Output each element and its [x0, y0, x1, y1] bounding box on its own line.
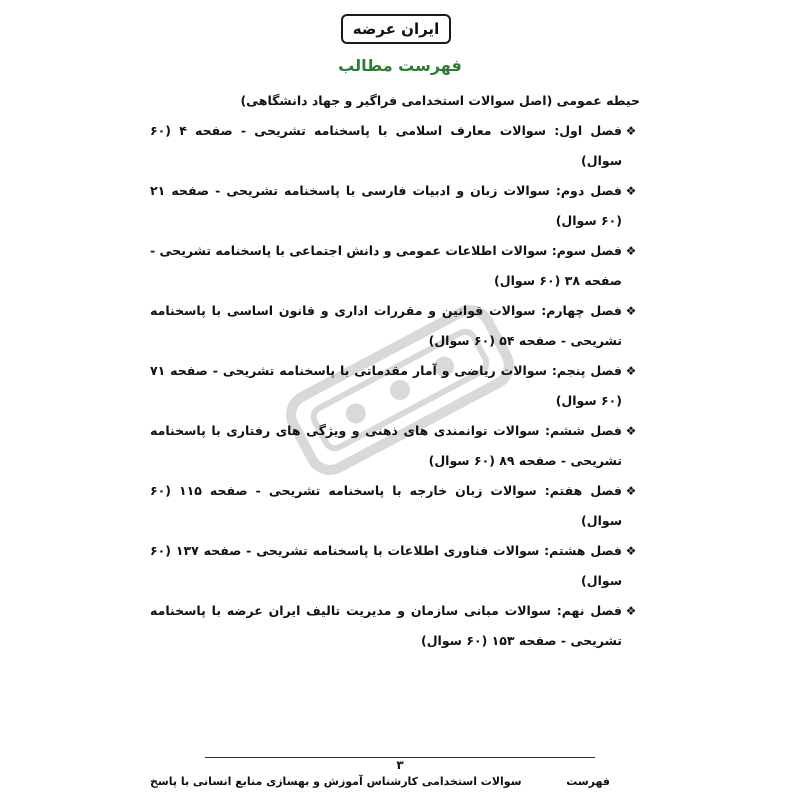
diamond-bullet-icon: ❖: [625, 364, 637, 378]
footer-book-title: سوالات استخدامی کارشناس آموزش و بهسازی منابع انسانی با پاسخ: [150, 775, 522, 788]
toc-item-text: فصل هفتم: سوالات زبان خارجه با پاسخنامه تشریحی - صفحه ۱۱۵ (۶۰ سوال): [150, 483, 622, 528]
diamond-bullet-icon: ❖: [625, 244, 637, 258]
toc-item[interactable]: [150, 476, 640, 536]
diamond-bullet-icon: ❖: [625, 184, 637, 198]
diamond-bullet-icon: ❖: [625, 604, 637, 618]
toc-item-text: فصل نهم: سوالات مبانی سازمان و مدیریت تالیف ایران عرضه با پاسخنامه تشریحی - صفحه ۱۵۳ (۶۰ سوال): [150, 603, 622, 648]
logo: [341, 14, 451, 44]
toc-item[interactable]: [150, 596, 640, 656]
toc-item-text: فصل اول: سوالات معارف اسلامی با پاسخنامه تشریحی - صفحه ۴ (۶۰ سوال): [150, 123, 622, 168]
toc-item[interactable]: [150, 416, 640, 476]
toc-item-text: فصل ششم: سوالات توانمندی های ذهنی و ویژگی های رفتاری با پاسخنامه تشریحی - صفحه ۸۹ (۶۰ سوال): [150, 423, 622, 468]
toc-item-text: فصل هشتم: سوالات فناوری اطلاعات با پاسخنامه تشریحی - صفحه ۱۳۷ (۶۰ سوال): [150, 543, 622, 588]
toc-item[interactable]: [150, 536, 640, 596]
page-title: فهرست مطالب: [338, 56, 462, 75]
toc-heading: حیطه عمومی (اصل سوالات استخدامی فراگیر و جهاد دانشگاهی): [240, 93, 640, 108]
footer-section-label: فهرست: [566, 775, 610, 788]
diamond-bullet-icon: ❖: [625, 424, 637, 438]
diamond-bullet-icon: ❖: [625, 124, 637, 138]
diamond-bullet-icon: ❖: [625, 544, 637, 558]
table-of-contents: [150, 86, 640, 656]
toc-item[interactable]: [150, 236, 640, 296]
toc-item[interactable]: [150, 176, 640, 236]
toc-item-text: فصل دوم: سوالات زبان و ادبیات فارسی با پاسخنامه تشریحی - صفحه ۲۱ (۶۰ سوال): [150, 183, 622, 228]
toc-item-text: فصل سوم: سوالات اطلاعات عمومی و دانش اجتماعی با پاسخنامه تشریحی - صفحه ۳۸ (۶۰ سوال): [150, 243, 622, 288]
toc-item[interactable]: [150, 356, 640, 416]
toc-item-text: فصل چهارم: سوالات قوانین و مقررات اداری و قانون اساسی با پاسخنامه تشریحی - صفحه ۵۴ (۶۰ سوال): [150, 303, 622, 348]
toc-item[interactable]: [150, 116, 640, 176]
diamond-bullet-icon: ❖: [625, 304, 637, 318]
toc-item-text: فصل پنجم: سوالات ریاضی و آمار مقدماتی با پاسخنامه تشریحی - صفحه ۷۱ (۶۰ سوال): [150, 363, 622, 408]
diamond-bullet-icon: ❖: [625, 484, 637, 498]
toc-item[interactable]: [150, 296, 640, 356]
logo-text: ایران عرضه: [352, 20, 440, 38]
page-number: ۳: [396, 758, 404, 772]
